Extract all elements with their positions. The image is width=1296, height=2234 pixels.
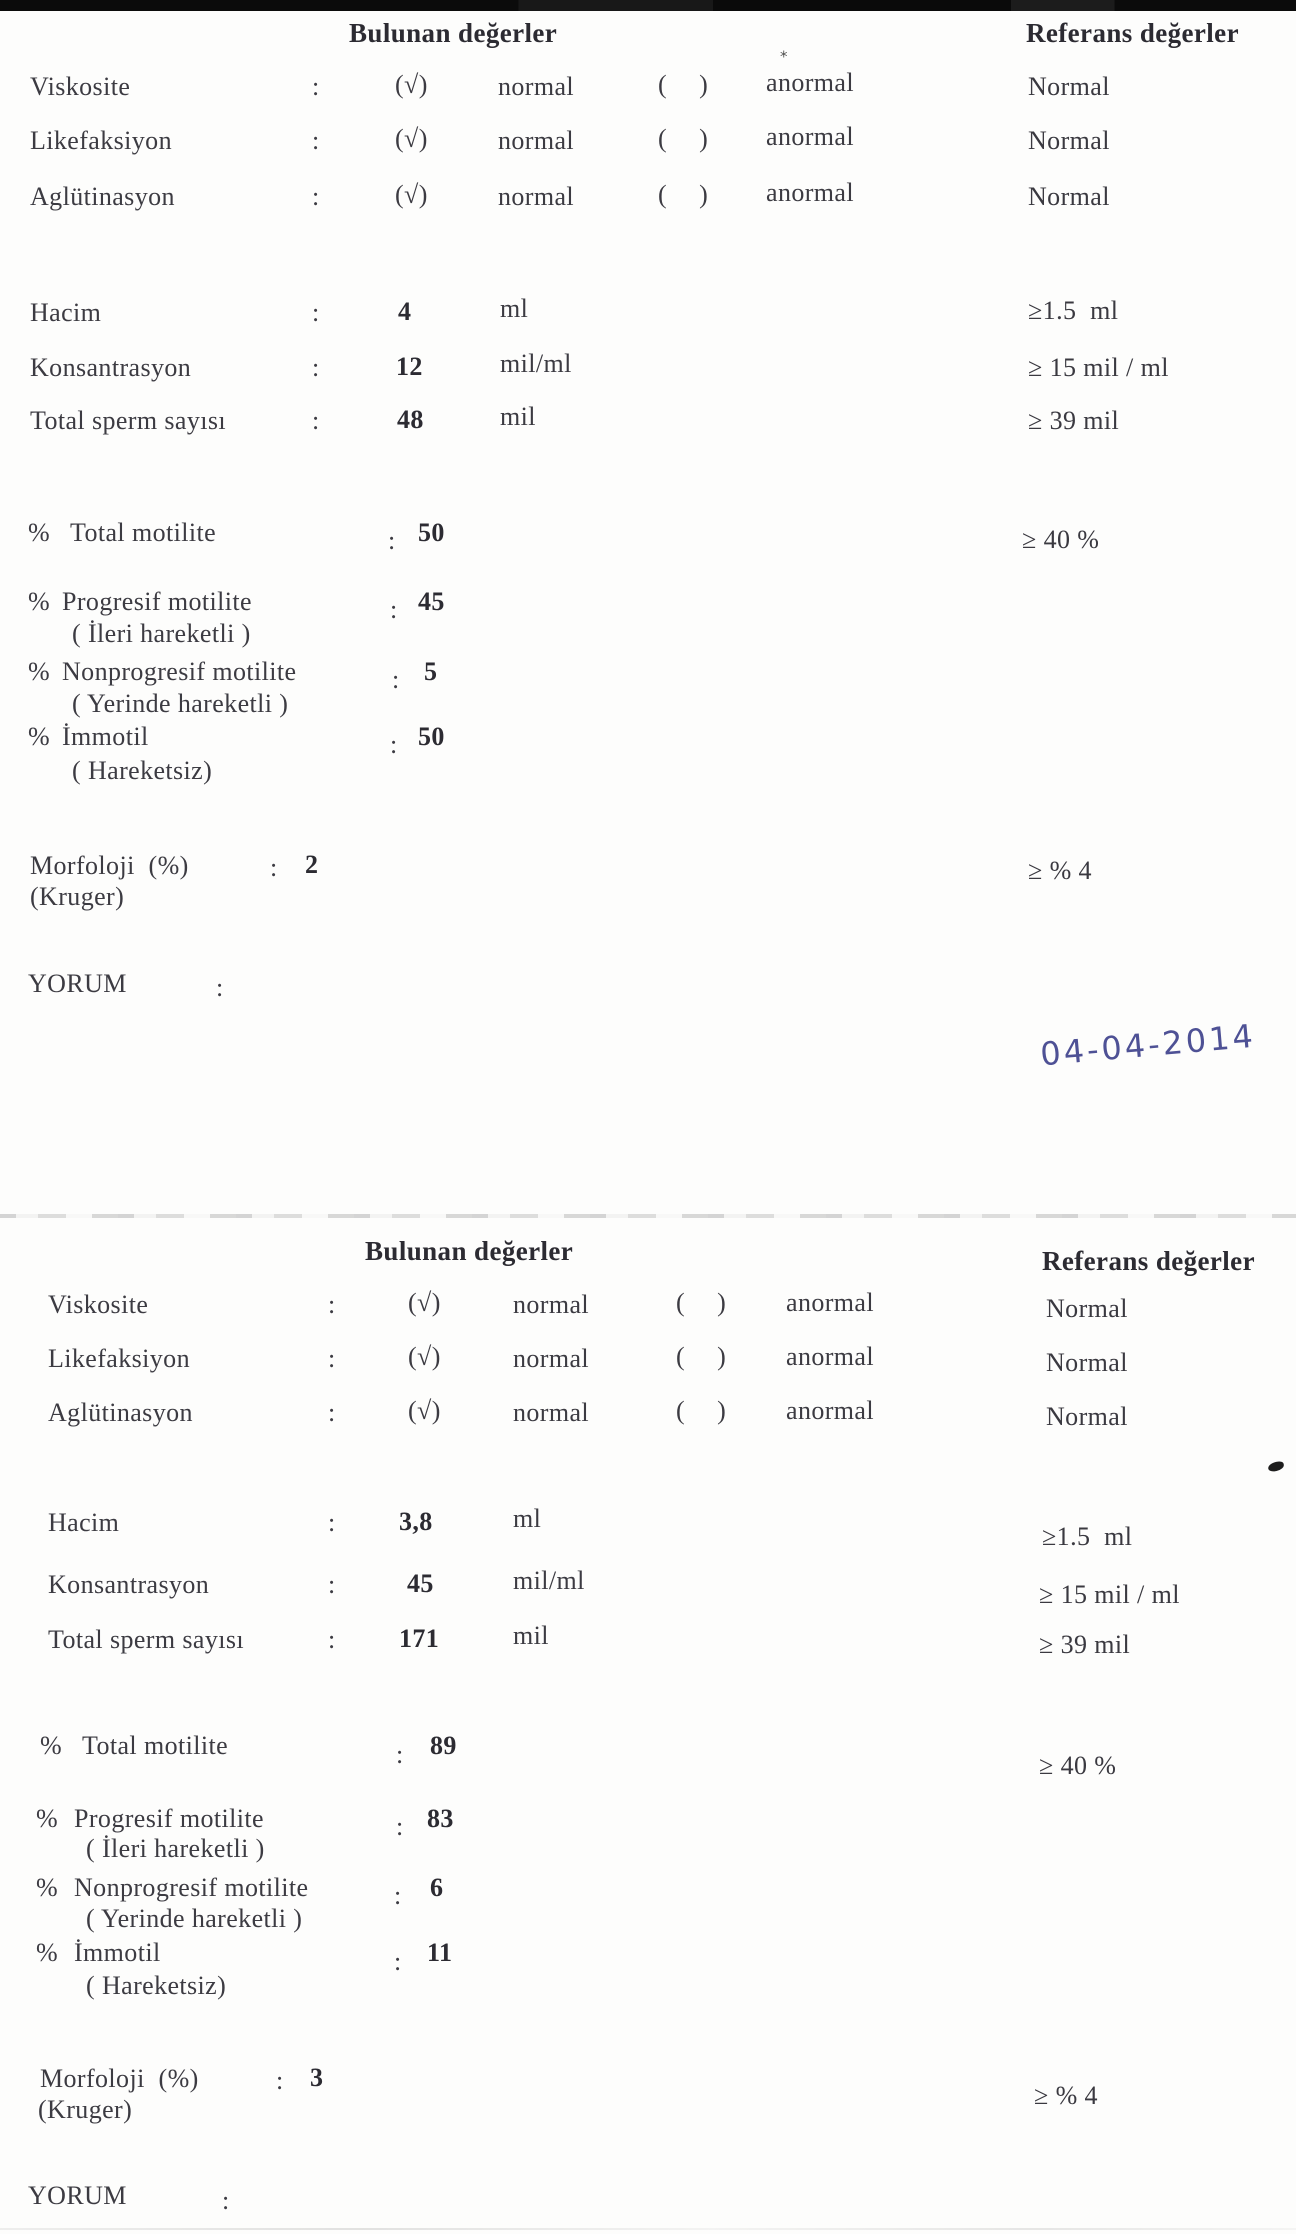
- parameter-label: Total sperm sayısı: [30, 406, 227, 435]
- parameter-label: Viskosite: [30, 72, 131, 101]
- reference-value: Normal: [1046, 1348, 1128, 1377]
- percent-sign: %: [36, 1938, 59, 1967]
- unit: ml: [513, 1504, 542, 1533]
- parameter-label: Aglütinasyon: [30, 182, 175, 211]
- kruger-label: (Kruger): [30, 882, 125, 911]
- value: 45: [407, 1569, 434, 1598]
- anormal-label: anormal: [786, 1342, 874, 1371]
- check-normal: (√): [408, 1342, 441, 1371]
- value: 3,8: [399, 1507, 433, 1536]
- reference-value: ≥1.5 ml: [1042, 1522, 1133, 1551]
- reference-value: Normal: [1046, 1294, 1128, 1323]
- percent-sign: %: [36, 1873, 59, 1902]
- parameter-label: Likefaksiyon: [30, 126, 172, 155]
- percent-sign: %: [28, 587, 51, 616]
- percent-sign: %: [28, 722, 51, 751]
- colon: :: [222, 2186, 230, 2215]
- reference-value: ≥ 40 %: [1022, 525, 1100, 554]
- morphology-label: Morfoloji (%): [30, 851, 189, 880]
- check-normal: (√): [395, 180, 428, 209]
- reference-value: Normal: [1028, 126, 1110, 155]
- parameter-label: Konsantrasyon: [48, 1570, 210, 1599]
- reference-value: ≥ 39 mil: [1039, 1630, 1131, 1659]
- check-normal: (√): [395, 124, 428, 153]
- percent-sign: %: [28, 518, 51, 547]
- normal-label: normal: [498, 72, 575, 101]
- colon: :: [312, 353, 320, 382]
- ink-blot-mark: [1267, 1460, 1285, 1472]
- reference-value: Normal: [1028, 72, 1110, 101]
- parameter-label: Hacim: [48, 1508, 120, 1537]
- reference-value: ≥ % 4: [1028, 856, 1092, 885]
- check-anormal-empty: ( ): [658, 124, 721, 153]
- torn-edge-separator: [0, 1214, 1296, 1218]
- colon: :: [312, 182, 320, 211]
- reference-value: ≥ 39 mil: [1028, 406, 1120, 435]
- anormal-label: anormal: [786, 1396, 874, 1425]
- value: 89: [430, 1731, 457, 1760]
- normal-label: normal: [513, 1290, 590, 1319]
- kruger-label: (Kruger): [38, 2095, 133, 2124]
- comment-label: YORUM: [28, 969, 127, 998]
- colon: :: [328, 1344, 336, 1373]
- colon: :: [328, 1625, 336, 1654]
- colon: :: [390, 595, 398, 624]
- percent-sign: %: [36, 1804, 59, 1833]
- colon: :: [396, 1812, 404, 1841]
- comment-label: YORUM: [28, 2181, 127, 2210]
- bottom-scan-streak: [0, 2228, 1296, 2230]
- colon: :: [328, 1398, 336, 1427]
- asterisk-smudge: ⁎: [780, 45, 788, 61]
- found-values-header: Bulunan değerler: [365, 1236, 574, 1266]
- parameter-label: Progresif motilite: [74, 1804, 264, 1833]
- percent-sign: %: [40, 1731, 63, 1760]
- percent-sign: %: [28, 657, 51, 686]
- scan-edge-strip: [0, 0, 1296, 11]
- colon: :: [392, 665, 400, 694]
- parameter-label: Konsantrasyon: [30, 353, 192, 382]
- colon: :: [312, 72, 320, 101]
- check-anormal-empty: ( ): [658, 70, 721, 99]
- reference-value: ≥ 40 %: [1039, 1751, 1117, 1780]
- reference-value: Normal: [1028, 182, 1110, 211]
- sub-label: ( Hareketsiz): [86, 1971, 227, 2000]
- colon: :: [394, 1947, 402, 1976]
- reference-value: ≥1.5 ml: [1028, 296, 1119, 325]
- value: 2: [305, 850, 319, 879]
- value: 6: [430, 1873, 444, 1902]
- colon: :: [394, 1881, 402, 1910]
- parameter-label: Total sperm sayısı: [48, 1625, 245, 1654]
- normal-label: normal: [513, 1344, 590, 1373]
- colon: :: [328, 1508, 336, 1537]
- parameter-label: Viskosite: [48, 1290, 149, 1319]
- reference-values-header: Referans değerler: [1026, 18, 1239, 48]
- parameter-label: Total motilite: [82, 1731, 229, 1760]
- colon: :: [312, 126, 320, 155]
- colon: :: [312, 298, 320, 327]
- reference-values-header: Referans değerler: [1042, 1246, 1255, 1276]
- colon: :: [276, 2066, 284, 2095]
- unit: mil/ml: [500, 349, 572, 378]
- colon: :: [328, 1290, 336, 1319]
- unit: mil/ml: [513, 1566, 585, 1595]
- value: 45: [418, 587, 445, 616]
- unit: ml: [500, 294, 529, 323]
- normal-label: normal: [498, 182, 575, 211]
- check-anormal-empty: ( ): [676, 1342, 739, 1371]
- check-anormal-empty: ( ): [676, 1288, 739, 1317]
- found-values-header: Bulunan değerler: [349, 18, 558, 48]
- parameter-label: Nonprogresif motilite: [62, 657, 297, 686]
- check-normal: (√): [395, 70, 428, 99]
- reference-value: ≥ 15 mil / ml: [1028, 353, 1169, 382]
- anormal-label: anormal: [766, 68, 854, 97]
- sub-label: ( İleri hareketli ): [72, 619, 251, 648]
- parameter-label: Hacim: [30, 298, 102, 327]
- colon: :: [270, 853, 278, 882]
- reference-value: Normal: [1046, 1402, 1128, 1431]
- colon: :: [388, 526, 396, 555]
- parameter-label: Progresif motilite: [62, 587, 252, 616]
- morphology-label: Morfoloji (%): [40, 2064, 199, 2093]
- parameter-label: Likefaksiyon: [48, 1344, 190, 1373]
- value: 48: [397, 405, 424, 434]
- anormal-label: anormal: [766, 122, 854, 151]
- sub-label: ( Hareketsiz): [72, 756, 213, 785]
- parameter-label: Aglütinasyon: [48, 1398, 193, 1427]
- check-anormal-empty: ( ): [658, 180, 721, 209]
- check-normal: (√): [408, 1396, 441, 1425]
- normal-label: normal: [498, 126, 575, 155]
- value: 4: [398, 297, 412, 326]
- value: 50: [418, 722, 445, 751]
- value: 50: [418, 518, 445, 547]
- colon: :: [328, 1570, 336, 1599]
- check-anormal-empty: ( ): [676, 1396, 739, 1425]
- reference-value: ≥ 15 mil / ml: [1039, 1580, 1180, 1609]
- parameter-label: İmmotil: [74, 1938, 161, 1967]
- value: 12: [396, 352, 423, 381]
- sub-label: ( Yerinde hareketli ): [86, 1904, 303, 1933]
- sub-label: ( Yerinde hareketli ): [72, 689, 289, 718]
- value: 83: [427, 1804, 454, 1833]
- handwritten-date: 04-04-2014: [1038, 1016, 1258, 1074]
- parameter-label: Total motilite: [70, 518, 217, 547]
- check-normal: (√): [408, 1288, 441, 1317]
- value: 5: [424, 657, 438, 686]
- anormal-label: anormal: [786, 1288, 874, 1317]
- normal-label: normal: [513, 1398, 590, 1427]
- colon: :: [216, 973, 224, 1002]
- unit: mil: [500, 402, 536, 431]
- parameter-label: Nonprogresif motilite: [74, 1873, 309, 1902]
- colon: :: [390, 730, 398, 759]
- value: 3: [310, 2063, 324, 2092]
- unit: mil: [513, 1621, 549, 1650]
- colon: :: [312, 406, 320, 435]
- colon: :: [396, 1740, 404, 1769]
- value: 11: [427, 1938, 453, 1967]
- sub-label: ( İleri hareketli ): [86, 1834, 265, 1863]
- anormal-label: anormal: [766, 178, 854, 207]
- reference-value: ≥ % 4: [1034, 2081, 1098, 2110]
- parameter-label: İmmotil: [62, 722, 149, 751]
- value: 171: [399, 1624, 440, 1653]
